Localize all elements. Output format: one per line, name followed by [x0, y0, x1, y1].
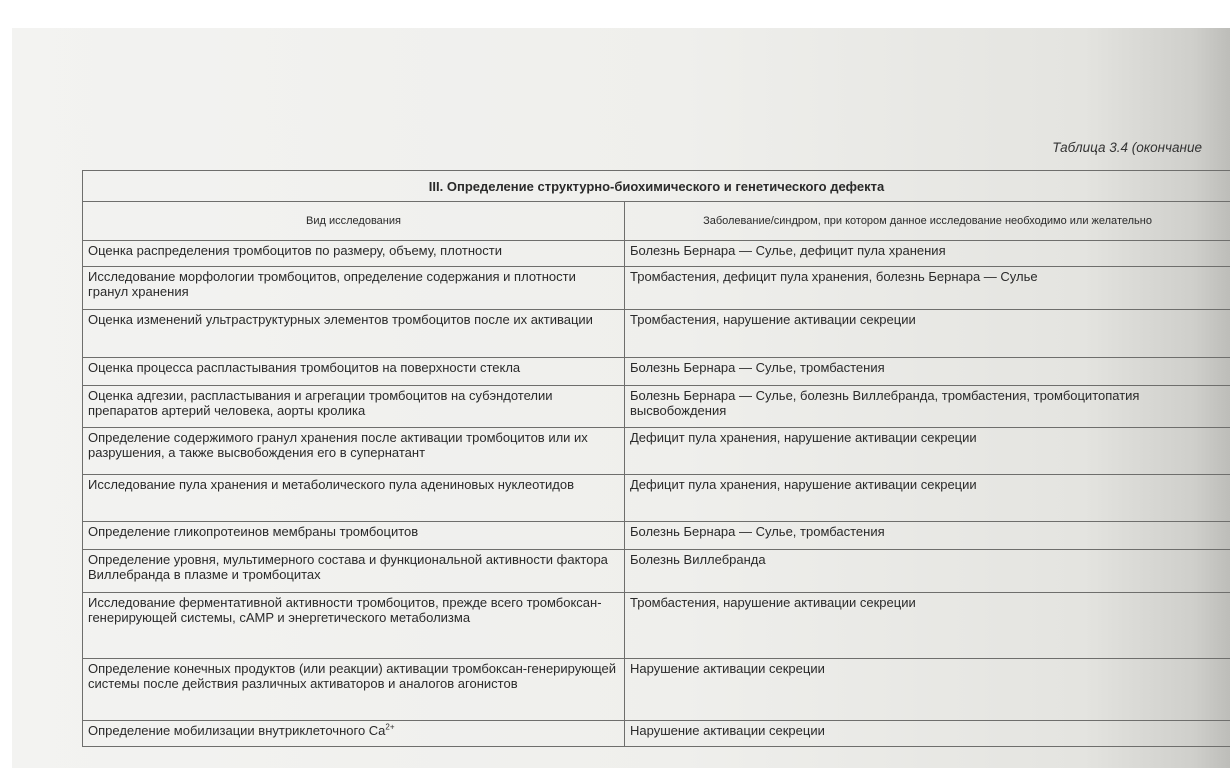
cell-disease: Болезнь Бернара — Сулье, болезнь Виллебранда, тромбастения, тромбоцитопатия высвобождения — [625, 386, 1230, 428]
column-header-disease: Заболевание/синдром, при котором данное исследование необходимо или желательно — [625, 202, 1230, 241]
table-row — [83, 310, 1230, 358]
table-row — [83, 241, 1230, 267]
cell-study: Исследование пула хранения и метаболического пула адениновых нуклеотидов — [83, 475, 625, 522]
cell-disease: Нарушение активации секреции — [625, 659, 1230, 721]
table-row — [83, 428, 1230, 475]
cell-disease: Болезнь Виллебранда — [625, 550, 1230, 593]
cell-disease: Болезнь Бернара — Сулье, тромбастения — [625, 358, 1230, 386]
cell-disease: Тромбастения, дефицит пула хранения, болезнь Бернара — Сулье — [625, 267, 1230, 310]
cell-study: Оценка распределения тромбоцитов по размеру, объему, плотности — [83, 241, 625, 267]
data-table — [82, 170, 1230, 747]
section-title: III. Определение структурно-биохимического и генетического дефекта — [83, 171, 1230, 202]
table-row — [83, 522, 1230, 550]
cell-disease: Болезнь Бернара — Сулье, тромбастения — [625, 522, 1230, 550]
table-row — [83, 593, 1230, 659]
cell-study: Оценка изменений ультраструктурных элементов тромбоцитов после их активации — [83, 310, 625, 358]
cell-disease: Нарушение активации секреции — [625, 721, 1230, 747]
cell-study: Определение конечных продуктов (или реакции) активации тромбоксан-генерирующей системы после действия различных активаторов и аналогов агонистов — [83, 659, 625, 721]
cell-study: Определение гликопротеинов мембраны тромбоцитов — [83, 522, 625, 550]
table-row — [83, 721, 1230, 747]
cell-study-text: Определение мобилизации внутриклеточного Ca — [88, 723, 386, 738]
table-caption: Таблица 3.4 (окончание — [1052, 140, 1202, 155]
cell-study: Исследование ферментативной активности тромбоцитов, прежде всего тромбоксан-генерирующей системы, cAMP и энергетического метаболизма — [83, 593, 625, 659]
cell-study: Оценка процесса распластывания тромбоцитов на поверхности стекла — [83, 358, 625, 386]
cell-disease: Дефицит пула хранения, нарушение активации секреции — [625, 475, 1230, 522]
cell-disease: Тромбастения, нарушение активации секреции — [625, 593, 1230, 659]
cell-study: Оценка адгезии, распластывания и агрегации тромбоцитов на субэндотелии препаратов артерий человека, аорты кролика — [83, 386, 625, 428]
cell-study — [83, 721, 625, 747]
table-row — [83, 267, 1230, 310]
table-row — [83, 659, 1230, 721]
cell-study: Определение содержимого гранул хранения после активации тромбоцитов или их разрушения, а также высвобождения его в супернатант — [83, 428, 625, 475]
cell-disease: Дефицит пула хранения, нарушение активации секреции — [625, 428, 1230, 475]
table-row — [83, 386, 1230, 428]
cell-study: Исследование морфологии тромбоцитов, определение содержания и плотности гранул хранения — [83, 267, 625, 310]
cell-study: Определение уровня, мультимерного состава и функциональной активности фактора Виллебранда в плазме и тромбоцитах — [83, 550, 625, 593]
column-header-study: Вид исследования — [83, 202, 625, 241]
table-row — [83, 358, 1230, 386]
superscript-charge: 2+ — [385, 722, 395, 732]
table-row — [83, 475, 1230, 522]
table-row — [83, 550, 1230, 593]
cell-disease: Тромбастения, нарушение активации секреции — [625, 310, 1230, 358]
cell-disease: Болезнь Бернара — Сулье, дефицит пула хранения — [625, 241, 1230, 267]
